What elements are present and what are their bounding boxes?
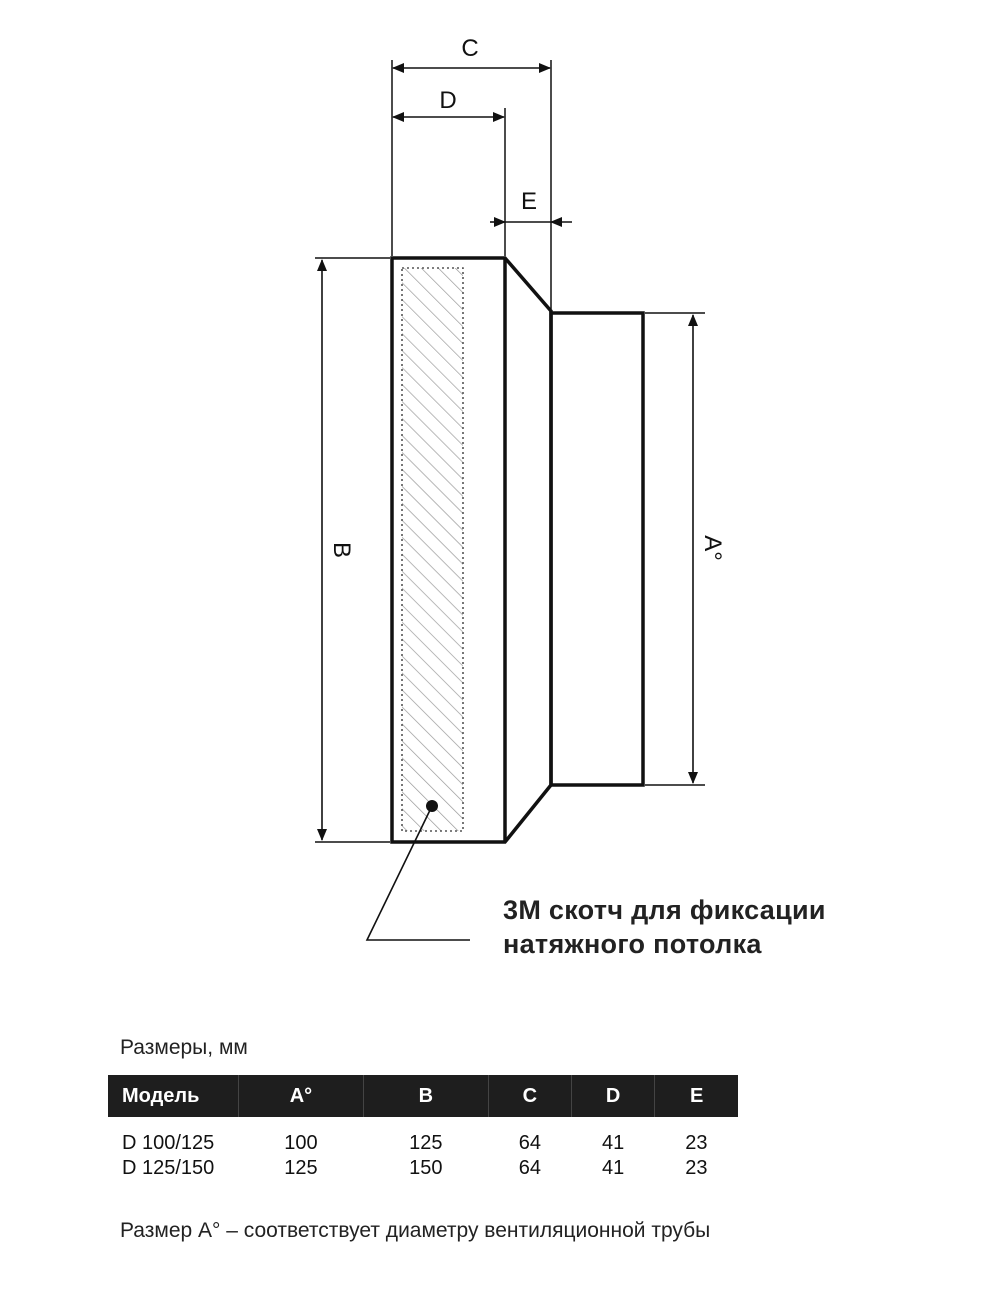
cell-b: 150 xyxy=(409,1157,443,1179)
table-spacer xyxy=(108,1117,738,1131)
cell-d: 41 xyxy=(602,1132,625,1154)
header-c: C xyxy=(488,1075,571,1117)
cell-c: 64 xyxy=(518,1132,541,1154)
dimension-e xyxy=(490,188,572,222)
callout-line-2: натяжного потолка xyxy=(503,929,762,959)
dimension-e-label: E xyxy=(520,188,538,215)
header-a: A° xyxy=(239,1075,364,1117)
dimension-d xyxy=(393,87,504,117)
header-e: E xyxy=(655,1075,738,1117)
table-caption: Размеры, мм xyxy=(120,1036,248,1059)
cell-b: 125 xyxy=(409,1132,443,1154)
cell-e: 23 xyxy=(685,1132,708,1154)
cell-a: 100 xyxy=(284,1132,318,1154)
cell-c: 64 xyxy=(518,1157,541,1179)
table-row xyxy=(108,1156,738,1181)
cell-e: 23 xyxy=(685,1157,708,1179)
cell-d: 41 xyxy=(602,1157,625,1179)
dimension-c-label: C xyxy=(461,35,479,62)
callout-line-1: 3M скотч для фиксации xyxy=(503,895,826,925)
dimension-d-label: D xyxy=(439,87,457,114)
dimension-b-label: B xyxy=(328,541,355,559)
header-model: Модель xyxy=(108,1075,239,1117)
header-d: D xyxy=(572,1075,655,1117)
tape-area xyxy=(402,268,463,831)
table-row xyxy=(108,1131,738,1156)
extension-lines xyxy=(315,60,705,842)
dimensions-table xyxy=(108,1075,738,1181)
table-header-row xyxy=(108,1075,738,1117)
cell-model: D 100/125 xyxy=(122,1132,215,1154)
dimension-a xyxy=(693,315,726,783)
dimension-c xyxy=(393,35,550,68)
footnote: Размер A° – соответствует диаметру вентиляционной трубы xyxy=(120,1219,711,1242)
dimension-b xyxy=(322,260,355,840)
dimension-a-label: A° xyxy=(699,535,726,561)
header-b: B xyxy=(363,1075,488,1117)
cell-model: D 125/150 xyxy=(122,1157,215,1179)
cell-a: 125 xyxy=(284,1157,318,1179)
tape-callout-text xyxy=(503,893,826,961)
